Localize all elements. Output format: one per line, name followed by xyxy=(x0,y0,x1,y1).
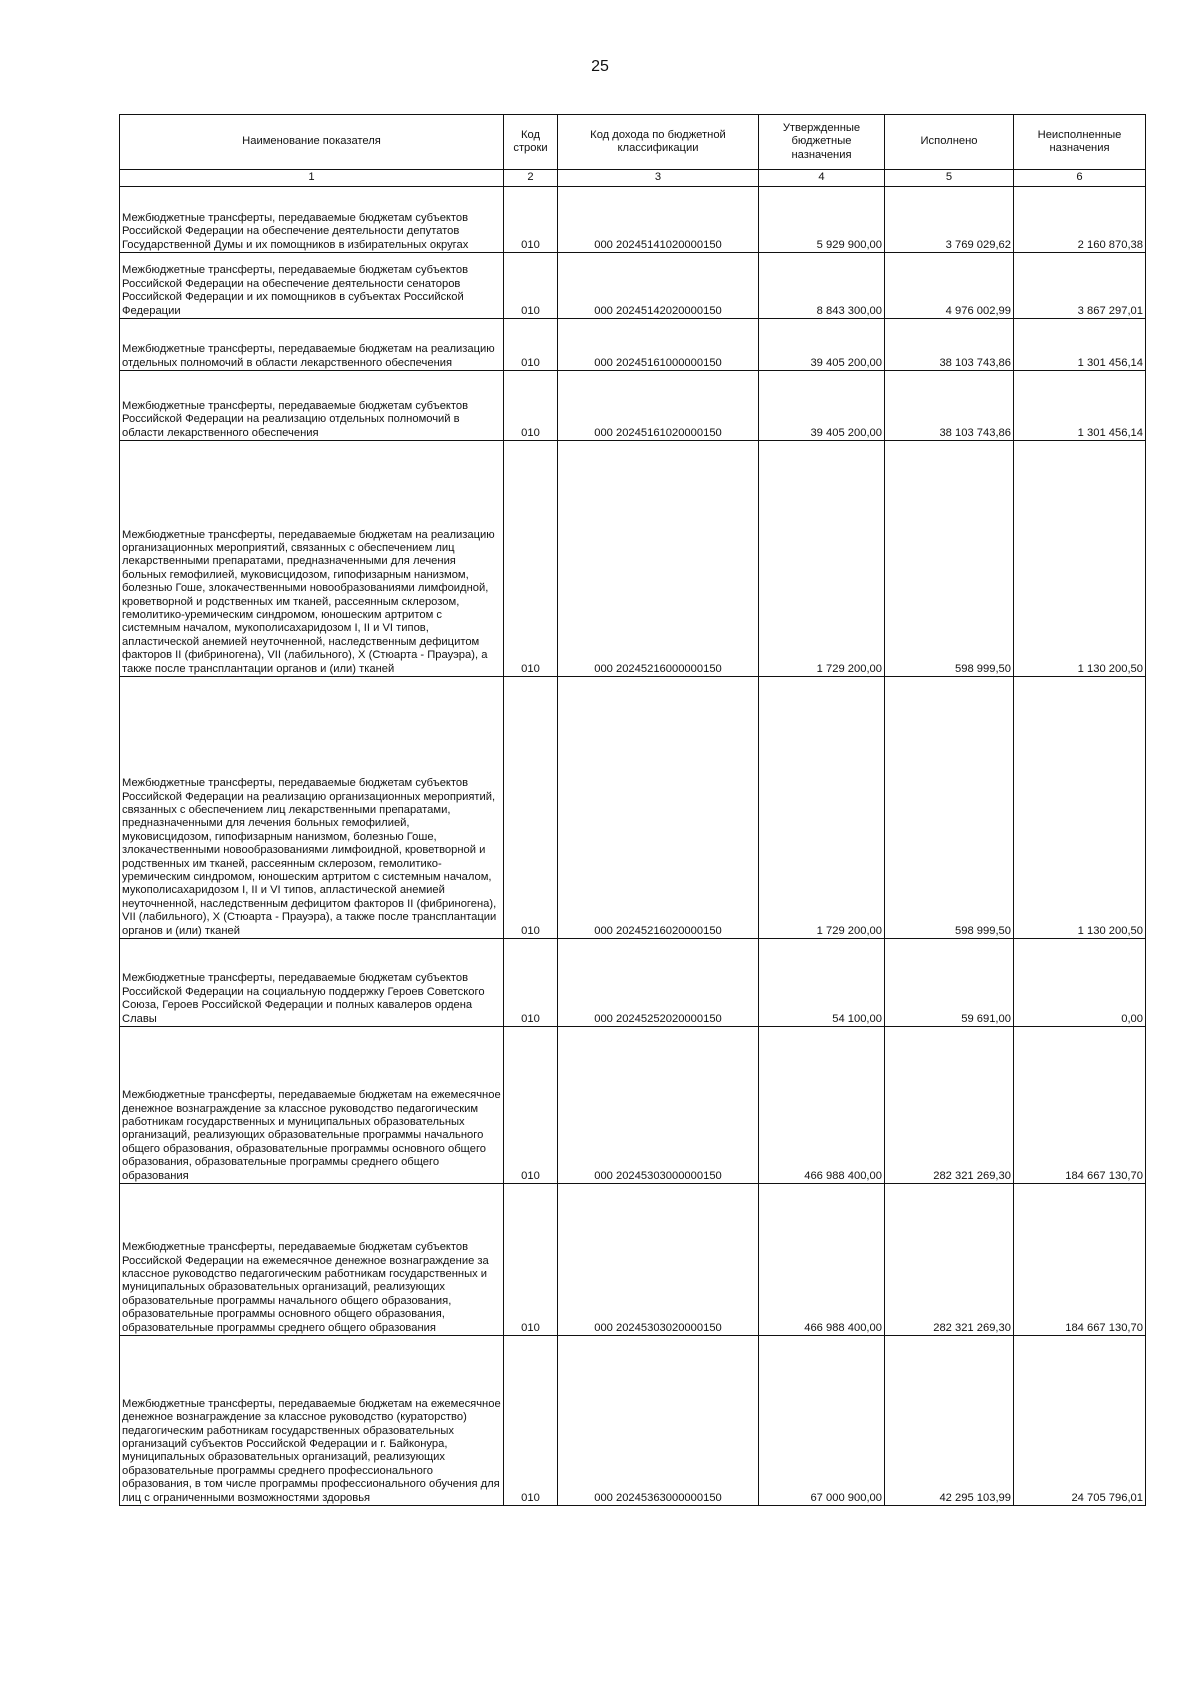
income-code: 000 20245161020000150 xyxy=(558,371,759,441)
line-code: 010 xyxy=(504,371,558,441)
unexecuted-amount: 3 867 297,01 xyxy=(1014,253,1146,319)
table-row xyxy=(120,677,1146,939)
header-line-code: Код строки xyxy=(504,115,558,170)
table-row xyxy=(120,1027,1146,1184)
table-row xyxy=(120,441,1146,677)
executed-amount: 598 999,50 xyxy=(885,441,1014,677)
indicator-name: Межбюджетные трансферты, передаваемые бюджетам на ежемесячное денежное вознаграждение за классное руководство (кураторство) педагогическим работникам государственных образовательных организаций субъектов Российской Федерации и г. Байконура, муниципальных образовательных организаций, реализующих образовательные программы среднего профессионального образования, в том числе программы профессионального обучения для лиц с ограниченными возможностями здоровья xyxy=(120,1336,504,1506)
column-number: 4 xyxy=(759,170,885,187)
line-code: 010 xyxy=(504,441,558,677)
indicator-name: Межбюджетные трансферты, передаваемые бюджетам на реализацию организационных мероприятий, связанных с обеспечением лиц лекарственными препаратами, предназначенными для лечения больных гемофилией, муковисцидозом, гипофизарным нанизмом, болезнью Гоше, злокачественными новообразованиями лимфоидной, кроветворной и родственных им тканей, рассеянным склерозом, гемолитико-уремическим синдромом, юношеским артритом с системным началом, мукополисахаридозом I, II и VI типов, апластической анемией неуточненной, наследственным дефицитом факторов II (фибриногена), VII (лабильного), X (Стюарта - Прауэра), а также после трансплантации органов и (или) тканей xyxy=(120,441,504,677)
income-code: 000 20245141020000150 xyxy=(558,187,759,253)
approved-amount: 5 929 900,00 xyxy=(759,187,885,253)
approved-amount: 466 988 400,00 xyxy=(759,1184,885,1336)
approved-amount: 1 729 200,00 xyxy=(759,441,885,677)
column-number-row xyxy=(120,170,1146,187)
column-number: 3 xyxy=(558,170,759,187)
income-code: 000 20245142020000150 xyxy=(558,253,759,319)
approved-amount: 1 729 200,00 xyxy=(759,677,885,939)
indicator-name: Межбюджетные трансферты, передаваемые бюджетам субъектов Российской Федерации на социальную поддержку Героев Советского Союза, Героев Российской Федерации и полных кавалеров ордена Славы xyxy=(120,939,504,1027)
executed-amount: 59 691,00 xyxy=(885,939,1014,1027)
unexecuted-amount: 1 301 456,14 xyxy=(1014,371,1146,441)
budget-execution-table xyxy=(119,114,1146,1506)
executed-amount: 3 769 029,62 xyxy=(885,187,1014,253)
approved-amount: 39 405 200,00 xyxy=(759,319,885,371)
income-code: 000 20245363000000150 xyxy=(558,1336,759,1506)
line-code: 010 xyxy=(504,187,558,253)
executed-amount: 42 295 103,99 xyxy=(885,1336,1014,1506)
indicator-name: Межбюджетные трансферты, передаваемые бюджетам субъектов Российской Федерации на реализацию организационных мероприятий, связанных с обеспечением лиц лекарственными препаратами, предназначенными для лечения больных гемофилией, муковисцидозом, гипофизарным нанизмом, болезнью Гоше, злокачественными новообразованиями лимфоидной, кроветворной и родственных им тканей, рассеянным склерозом, гемолитико-уремическим синдромом, юношеским артритом с системным началом, мукополисахаридозом I, II и VI типов, апластической анемией неуточненной, наследственным дефицитом факторов II (фибриногена), VII (лабильного), X (Стюарта - Прауэра), а также после трансплантации органов и (или) тканей xyxy=(120,677,504,939)
unexecuted-amount: 1 130 200,50 xyxy=(1014,441,1146,677)
line-code: 010 xyxy=(504,1027,558,1184)
indicator-name: Межбюджетные трансферты, передаваемые бюджетам субъектов Российской Федерации на реализацию отдельных полномочий в области лекарственного обеспечения xyxy=(120,371,504,441)
line-code: 010 xyxy=(504,319,558,371)
indicator-name: Межбюджетные трансферты, передаваемые бюджетам субъектов Российской Федерации на обеспечение деятельности сенаторов Российской Федерации и их помощников в субъектах Российской Федерации xyxy=(120,253,504,319)
executed-amount: 282 321 269,30 xyxy=(885,1027,1014,1184)
table-row xyxy=(120,1184,1146,1336)
income-code: 000 20245161000000150 xyxy=(558,319,759,371)
line-code: 010 xyxy=(504,939,558,1027)
table-row xyxy=(120,319,1146,371)
line-code: 010 xyxy=(504,1184,558,1336)
unexecuted-amount: 0,00 xyxy=(1014,939,1146,1027)
income-code: 000 20245303020000150 xyxy=(558,1184,759,1336)
unexecuted-amount: 1 301 456,14 xyxy=(1014,319,1146,371)
indicator-name: Межбюджетные трансферты, передаваемые бюджетам субъектов Российской Федерации на обеспечение деятельности депутатов Государственной Думы и их помощников в избирательных округах xyxy=(120,187,504,253)
unexecuted-amount: 24 705 796,01 xyxy=(1014,1336,1146,1506)
approved-amount: 54 100,00 xyxy=(759,939,885,1027)
approved-amount: 8 843 300,00 xyxy=(759,253,885,319)
income-code: 000 20245216020000150 xyxy=(558,677,759,939)
unexecuted-amount: 184 667 130,70 xyxy=(1014,1184,1146,1336)
executed-amount: 4 976 002,99 xyxy=(885,253,1014,319)
unexecuted-amount: 1 130 200,50 xyxy=(1014,677,1146,939)
indicator-name: Межбюджетные трансферты, передаваемые бюджетам на ежемесячное денежное вознаграждение за классное руководство педагогическим работникам государственных и муниципальных образовательных организаций, реализующих образовательные программы начального общего образования, образовательные программы основного общего образования, образовательные программы среднего общего образования xyxy=(120,1027,504,1184)
executed-amount: 282 321 269,30 xyxy=(885,1184,1014,1336)
approved-amount: 67 000 900,00 xyxy=(759,1336,885,1506)
header-income-code: Код дохода по бюджетной классификации xyxy=(558,115,759,170)
header-row xyxy=(120,115,1146,170)
header-unexecuted: Неисполненные назначения xyxy=(1014,115,1146,170)
executed-amount: 598 999,50 xyxy=(885,677,1014,939)
table-row xyxy=(120,1336,1146,1506)
income-code: 000 20245216000000150 xyxy=(558,441,759,677)
approved-amount: 39 405 200,00 xyxy=(759,371,885,441)
header-approved: Утвержденные бюджетные назначения xyxy=(759,115,885,170)
approved-amount: 466 988 400,00 xyxy=(759,1027,885,1184)
column-number: 1 xyxy=(120,170,504,187)
column-number: 6 xyxy=(1014,170,1146,187)
income-code: 000 20245303000000150 xyxy=(558,1027,759,1184)
line-code: 010 xyxy=(504,253,558,319)
table-row xyxy=(120,371,1146,441)
line-code: 010 xyxy=(504,677,558,939)
line-code: 010 xyxy=(504,1336,558,1506)
header-executed: Исполнено xyxy=(885,115,1014,170)
table-row xyxy=(120,187,1146,253)
table-row xyxy=(120,253,1146,319)
column-number: 5 xyxy=(885,170,1014,187)
unexecuted-amount: 184 667 130,70 xyxy=(1014,1027,1146,1184)
table-row xyxy=(120,939,1146,1027)
indicator-name: Межбюджетные трансферты, передаваемые бюджетам на реализацию отдельных полномочий в области лекарственного обеспечения xyxy=(120,319,504,371)
indicator-name: Межбюджетные трансферты, передаваемые бюджетам субъектов Российской Федерации на ежемесячное денежное вознаграждение за классное руководство педагогическим работникам государственных и муниципальных образовательных организаций, реализующих образовательные программы начального общего образования, образовательные программы основного общего образования, образовательные программы среднего общего образования xyxy=(120,1184,504,1336)
page-number: 25 xyxy=(591,58,609,75)
header-indicator-name: Наименование показателя xyxy=(120,115,504,170)
executed-amount: 38 103 743,86 xyxy=(885,371,1014,441)
unexecuted-amount: 2 160 870,38 xyxy=(1014,187,1146,253)
column-number: 2 xyxy=(504,170,558,187)
income-code: 000 20245252020000150 xyxy=(558,939,759,1027)
executed-amount: 38 103 743,86 xyxy=(885,319,1014,371)
